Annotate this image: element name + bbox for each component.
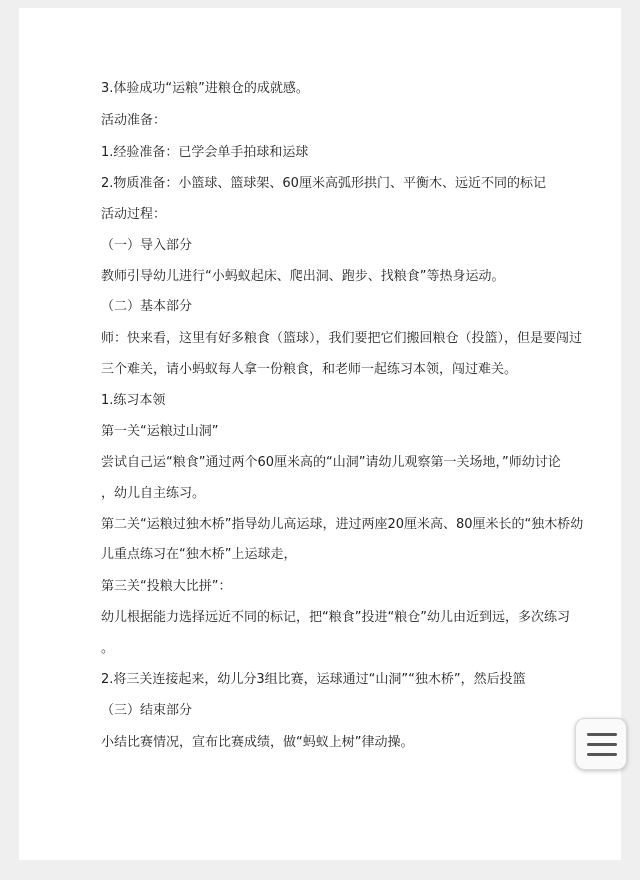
doc-line-summary: 小结比赛情况，宣布比赛成绩，做“蚂蚁上树”律动操。: [101, 735, 414, 750]
doc-line-objective-3: 3.体验成功“运粮”进粮仓的成就感。: [101, 81, 309, 96]
doc-section-intro: （一）导入部分: [101, 238, 193, 253]
doc-line-level-2-desc-2: 儿重点练习在“独木桥”上运球走，: [101, 547, 297, 562]
doc-line-level-3-desc-1: 幼儿根据能力选择远近不同的标记，把“粮食”投进“粮仓”幼儿由近到远，多次练习: [101, 610, 570, 625]
doc-line-level-1-desc-1: 尝试自己运“粮食”通过两个60厘米高的“山洞”请幼儿观察第一关场地，”师幼讨论: [101, 455, 561, 470]
doc-line-level-1: 第一关“运粮过山洞”: [101, 424, 219, 439]
hamburger-menu-icon: [587, 731, 617, 759]
doc-line-level-1-desc-2: ，幼儿自主练习。: [101, 486, 206, 501]
doc-line-teacher-1: 师：快来看，这里有好多粮食（篮球），我们要把它们搬回粮仓（投篮），但是要闯过: [101, 331, 583, 346]
doc-line-combined: 2.将三关连接起来，幼儿分3组比赛，运球通过“山洞”“独木桥”，然后投篮: [101, 672, 526, 687]
doc-section-ending: （三）结束部分: [101, 703, 193, 718]
doc-line-prep-materials: 2.物质准备：小篮球、篮球架、60厘米高弧形拱门、平衡木、远近不同的标记: [101, 176, 546, 191]
doc-heading-process: 活动过程：: [101, 207, 167, 222]
menu-button[interactable]: [575, 718, 627, 770]
doc-section-basic: （二）基本部分: [101, 299, 193, 314]
doc-line-practice: 1.练习本领: [101, 393, 166, 408]
doc-line-prep-experience: 1.经验准备：已学会单手拍球和运球: [101, 145, 309, 160]
doc-line-level-3-desc-2: 。: [101, 641, 115, 656]
doc-line-warmup: 教师引导幼儿进行“小蚂蚁起床、爬出洞、跑步、找粮食”等热身运动。: [101, 269, 505, 284]
doc-line-teacher-2: 三个难关，请小蚂蚁每人拿一份粮食，和老师一起练习本领，闯过难关。: [101, 362, 518, 377]
doc-heading-preparation: 活动准备：: [101, 113, 167, 128]
doc-line-level-3: 第三关“投粮大比拼”：: [101, 579, 232, 594]
doc-line-level-2-desc-1: 第二关“运粮过独木桥”指导幼儿高运球，进过两座20厘米高、80厘米长的“独木桥幼: [101, 517, 584, 532]
